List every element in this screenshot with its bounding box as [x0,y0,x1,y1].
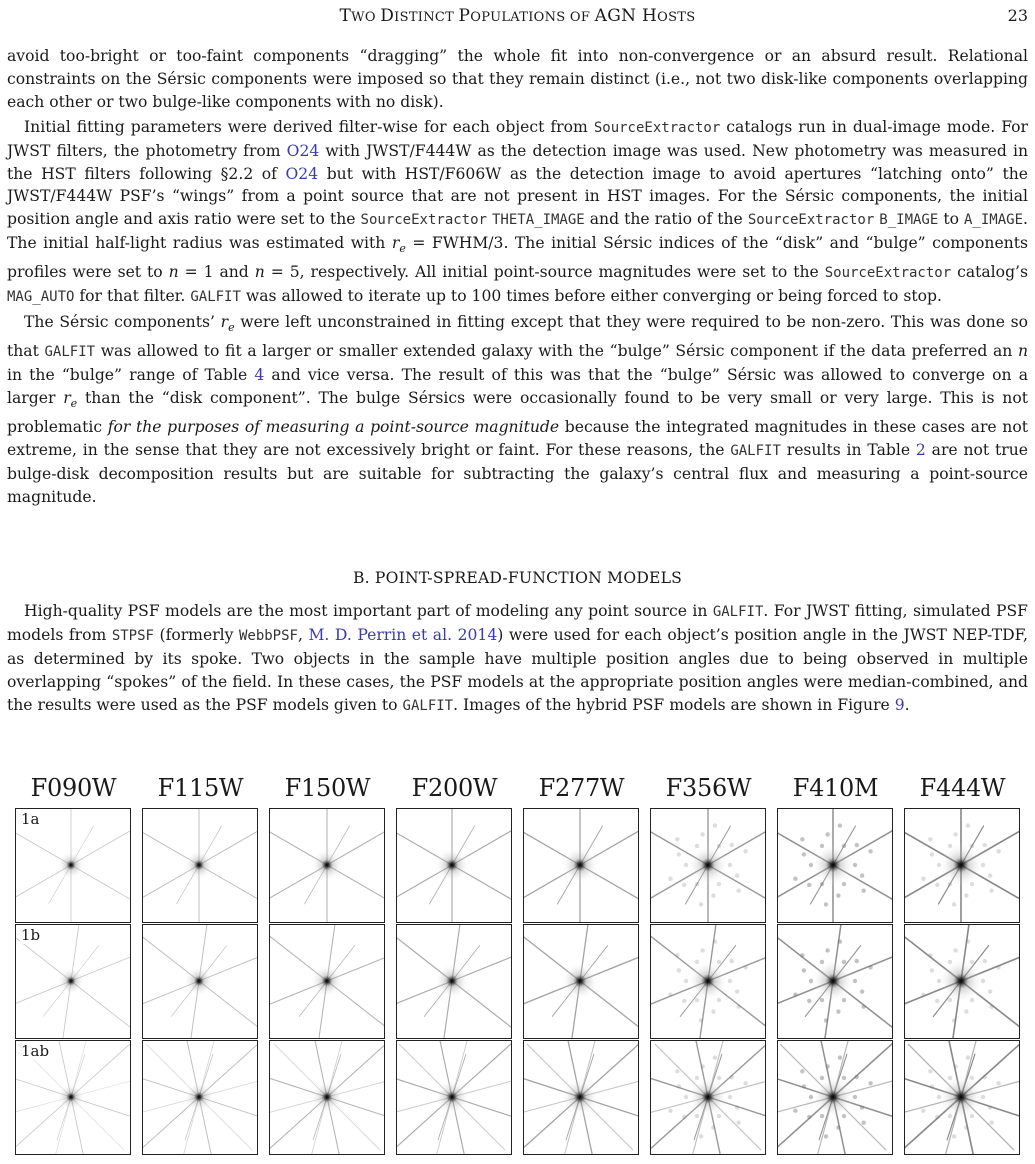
psf-speckle [952,902,956,906]
psf-speckle [861,1005,865,1009]
psf-speckle [793,876,797,880]
psf-core [184,1082,214,1112]
psf-speckle [736,1121,740,1125]
text-run: avoid too-bright or too-faint components “dragging” the whole fit into non-convergence or an absurd result. Relational constraints on the Sérsic components were imposed so that they remain distinct (i.e., not two disk-like components overlapping each other or two bulge-like components with no disk). [7,47,1028,111]
citation-link[interactable]: O24 [285,164,319,183]
psf-speckle [807,1115,811,1119]
psf-core [57,1083,85,1111]
running-title-part: ISTINCT [394,10,459,25]
psf-speckle [930,968,934,972]
psf-core [939,843,984,888]
psf-speckle [807,999,811,1003]
ital-text: n [168,263,179,282]
psf-speckle [860,873,864,877]
filter-label: F200W [411,774,498,802]
psf-speckle [675,953,679,957]
text-run: . Images of the hybrid PSF models are shown in Figure [453,695,895,714]
psf-image [651,1041,766,1155]
psf-image [524,809,639,923]
psf-speckle [793,1108,797,1112]
filter-label: F410M [792,774,879,802]
citation-link[interactable]: 4 [254,366,265,384]
psf-panel [15,808,131,923]
psf-speckle [675,1069,679,1073]
psf-core [688,961,728,1001]
psf-speckle [736,889,740,893]
psf-speckle [825,832,829,836]
psf-speckle [989,1121,993,1125]
filter-label: F150W [284,774,371,802]
psf-image [651,925,766,1039]
psf-image [524,925,639,1039]
ital-text: r [63,388,71,407]
psf-core [939,959,984,1004]
text-run: . The initial half-light radius was estimated with [7,210,1028,253]
psf-core [57,851,85,879]
text-run: to [938,210,964,229]
psf-speckle [861,889,865,893]
psf-speckle [996,965,1000,969]
psf-core [311,965,344,998]
psf-speckle [930,852,934,856]
text-run: = 1 and [178,263,255,282]
psf-speckle [921,876,925,880]
psf-image [270,1041,385,1155]
psf-speckle [700,1064,704,1068]
text-run: and vice versa. The result of this was that the “bulge” Sérsic was allowed to converge on a larger [7,366,1029,407]
psf-speckle [953,948,957,952]
paragraph [7,116,1028,309]
psf-speckle [682,999,686,1003]
psf-speckle [952,1018,956,1022]
psf-speckle [793,992,797,996]
text-run: was allowed to fit a larger or smaller extended galaxy with the “bulge” Sérsic component if the data preferred an [95,342,1018,361]
psf-speckle [713,939,717,943]
paragraph [7,311,1028,508]
ital-text: n [1017,342,1028,361]
psf-speckle [860,1105,864,1109]
running-title [0,5,1035,29]
psf-core [311,849,344,882]
psf-speckle [964,893,968,897]
psf-speckle [964,1125,968,1129]
psf-speckle [825,1064,829,1068]
psf-speckle [836,1125,840,1129]
psf-speckle [684,979,688,983]
sub-text: e [228,321,235,335]
psf-core [688,845,728,885]
object-label: 1a [21,810,40,828]
psf-panel [269,808,385,923]
psf-speckle [928,1069,932,1073]
text-run: = FWHM/3. The initial Sérsic indices of the “disk” and “bulge” components profiles were set to [7,234,1028,282]
mono-text: GALFIT [190,289,241,306]
psf-core [812,960,854,1002]
psf-speckle [700,832,704,836]
text-run: (formerly [153,625,239,644]
psf-speckle [802,852,806,856]
psf-speckle [964,1009,968,1013]
psf-panel [15,924,131,1039]
psf-speckle [868,965,872,969]
psf-speckle [988,873,992,877]
filter-label: F444W [919,774,1006,802]
psf-image [143,809,258,923]
psf-image [270,925,385,1039]
text-run: for that filter. [74,287,191,306]
psf-speckle [730,959,734,963]
psf-speckle [677,852,681,856]
psf-speckle [800,953,804,957]
text-run: results in Table [780,440,916,459]
text-run: catalog’s [951,263,1029,282]
psf-speckle [935,999,939,1003]
psf-image [397,925,512,1039]
psf-speckle [743,1081,747,1085]
filter-label: F090W [30,774,117,802]
mono-text: SourceExtractor [824,265,952,282]
psf-speckle [983,959,987,963]
citation-link[interactable]: M. D. Perrin et al. 2014 [308,625,498,644]
paragraph [7,600,1028,718]
psf-speckle [966,823,970,827]
psf-speckle [988,1105,992,1109]
mono-text: GALFIT [402,697,454,714]
psf-speckle [668,992,672,996]
psf-speckle [735,989,739,993]
sub-text: e [70,397,78,411]
ital-text: r [391,234,400,253]
running-title-part: OSTS [657,10,696,25]
psf-speckle [928,837,932,841]
psf-speckle [935,883,939,887]
filter-label: F277W [538,774,625,802]
psf-speckle [800,1069,804,1073]
psf-speckle [730,1075,734,1079]
psf-speckle [728,979,732,983]
psf-speckle [675,837,679,841]
object-label: 1b [21,926,41,944]
running-title-part: P [458,6,471,26]
psf-speckle [700,948,704,952]
running-title-part: WO [351,10,381,25]
psf-speckle [677,968,681,972]
text-run: in the “bulge” range of Table [7,366,255,384]
psf-speckle [836,893,840,897]
running-header [0,5,1035,27]
psf-panel [396,808,512,923]
psf-speckle [861,1121,865,1125]
psf-core [184,850,214,880]
psf-panel [904,924,1020,1039]
psf-speckle [921,1108,925,1112]
psf-speckle [800,837,804,841]
psf-speckle [983,1075,987,1079]
text-run: with JWST/F444W as the detection image was used. New photometry was measured in the HST filters following §2.2 of [7,141,1028,183]
psf-image [778,925,893,1039]
running-title-part: AGN H [594,6,658,26]
text-run: and the ratio of the [584,210,748,229]
psf-panel [650,1040,766,1155]
psf-speckle [928,953,932,957]
mono-text: GALFIT [730,442,781,459]
psf-speckle [935,1115,939,1119]
psf-speckle [699,1134,703,1138]
mono-text: SourceExtractor [360,212,487,229]
psf-panel [269,924,385,1039]
text-run: but with HST/F606W as the detection image to avoid apertures “latching onto” the JWST/F444W PSF’s “wings” from a point source that are not present in HST images. For the Sérsic components, the initial position angle and axis ratio were set to the [7,164,1028,229]
psf-panel [523,924,639,1039]
psf-speckle [677,1084,681,1088]
psf-speckle [836,1009,840,1013]
psf-speckle [713,1055,717,1059]
psf-image [397,1041,512,1155]
psf-panel [523,1040,639,1155]
psf-panel [650,924,766,1039]
psf-image [651,809,766,923]
psf-panel [650,808,766,923]
psf-speckle [743,849,747,853]
text-run: High-quality PSF models are the most important part of modeling any point source in [24,602,713,620]
running-title-part: OPULATIONS OF [470,10,595,25]
psf-core [57,967,85,995]
body-text-lower [7,600,1028,718]
psf-image [905,1041,1020,1155]
psf-image [143,1041,258,1155]
psf-panel [142,924,258,1039]
psf-core [812,1076,854,1118]
mono-text: MAG_AUTO [7,289,75,306]
psf-speckle [711,893,715,897]
psf-speckle [838,1055,842,1059]
psf-image [778,809,893,923]
running-title-part: D [380,6,395,26]
psf-speckle [699,1018,703,1022]
psf-core [561,846,599,884]
psf-speckle [930,1084,934,1088]
running-title-part: T [339,6,352,26]
psf-speckle [735,1105,739,1109]
mono-text: THETA_IMAGE [492,212,585,229]
psf-speckle [682,883,686,887]
psf-speckle [966,1055,970,1059]
ital-text: n [254,263,265,282]
mono-text: B_IMAGE [879,212,939,229]
psf-speckle [711,1009,715,1013]
text-run: The Sérsic components’ [24,313,221,332]
psf-speckle [989,889,993,893]
psf-panel [523,808,639,923]
citation-link[interactable]: 2 [915,440,926,459]
psf-speckle [699,902,703,906]
ital-text: r [220,313,229,332]
paragraph [7,45,1028,114]
object-label: 1ab [21,1042,50,1060]
psf-panel [777,924,893,1039]
psf-speckle [807,883,811,887]
text-run: catalogs run in dual-image mode. For JWST filters, the photometry from [7,117,1029,160]
psf-speckle [713,823,717,827]
psf-speckle [988,989,992,993]
psf-speckle [989,1005,993,1009]
mono-text: SourceExtractor [593,119,721,136]
text-run: = 5, respectively. All initial point-source magnitudes were set to the [264,263,825,282]
psf-speckle [711,1125,715,1129]
psf-speckle [996,849,1000,853]
ital-text: for the purposes of measuring a point-source magnitude [107,417,560,436]
psf-core [939,1075,984,1120]
psf-speckle [953,832,957,836]
psf-speckle [952,1134,956,1138]
psf-panel [15,1040,131,1155]
psf-speckle [855,959,859,963]
page-number: 23 [1007,6,1028,25]
psf-speckle [983,843,987,847]
psf-speckle [668,1108,672,1112]
psf-image [524,1041,639,1155]
psf-speckle [860,989,864,993]
psf-speckle [824,1134,828,1138]
psf-speckle [728,863,732,867]
psf-image [397,809,512,923]
psf-panel [396,1040,512,1155]
psf-speckle [868,1081,872,1085]
psf-panel [904,1040,1020,1155]
text-run: than the “disk component”. The bulge Sérsics were occasionally found to be very small or very large. This is not problematic [7,388,1028,436]
mono-text: GALFIT [712,604,764,620]
psf-speckle [921,992,925,996]
text-run: were left unconstrained in fitting except that they were required to be non-zero. This was done so that [7,313,1029,361]
psf-core [812,844,854,886]
psf-panel [269,1040,385,1155]
citation-link[interactable]: O24 [286,141,320,160]
psf-panel [777,1040,893,1155]
psf-image [143,925,258,1039]
psf-speckle [838,939,842,943]
psf-speckle [824,1018,828,1022]
section-heading: B. POINT-SPREAD-FUNCTION MODELS [352,569,683,587]
text-run: ) were used for each object’s position angle in the JWST NEP-TDF, as determined by its spoke. Two objects in the sample have multiple position angles due to being observed in multiple overlapping “spokes” of the field. In these cases, the PSF models at the appropriate position angles were median-combined, and the results were used as the PSF models given to [7,625,1028,714]
text-run: are not true bulge-disk decomposition results but are suitable for subtracting the galaxy’s central flux and measuring a point-source magnitude. [7,440,1028,506]
psf-core [561,1078,599,1116]
text-run: . For JWST fitting, simulated PSF models from [7,602,1028,644]
psf-speckle [682,1115,686,1119]
psf-speckle [684,1095,688,1099]
psf-image [778,1041,893,1155]
psf-panel [777,808,893,923]
psf-image [905,809,1020,923]
psf-core [184,966,214,996]
psf-speckle [735,873,739,877]
mono-text: WebbPSF [238,627,298,644]
psf-speckle [855,843,859,847]
psf-core [311,1081,344,1114]
mono-text: GALFIT [44,344,96,361]
psf-core [434,1079,469,1114]
psf-speckle [668,876,672,880]
psf-core [434,847,469,882]
psf-panel [396,924,512,1039]
mono-text: STPSF [111,627,154,644]
text-run: because the integrated magnitudes in these cases are not extreme, in the sense that they are not excessively bright or faint. For these reasons, the [7,417,1028,459]
sub-text: e [399,242,406,256]
citation-link[interactable]: 9 [894,695,905,714]
text-run: was allowed to iterate up to 100 times before either converging or being forced to stop. [240,287,942,306]
filter-label: F356W [665,774,752,802]
psf-speckle [802,1084,806,1088]
psf-panel [904,808,1020,923]
psf-speckle [855,1075,859,1079]
psf-speckle [838,823,842,827]
text-run: . [904,695,910,714]
psf-speckle [802,968,806,972]
psf-image [270,809,385,923]
psf-speckle [736,1005,740,1009]
psf-core [561,962,599,1000]
psf-image [905,925,1020,1039]
mono-text: SourceExtractor [747,212,875,229]
psf-speckle [953,1064,957,1068]
psf-panel [142,1040,258,1155]
text-run: Initial fitting parameters were derived filter-wise for each object from [24,117,594,136]
body-text-upper [7,45,1028,511]
psf-speckle [730,843,734,847]
psf-speckle [996,1081,1000,1085]
psf-speckle [743,965,747,969]
psf-core [434,963,469,998]
text-run: , [297,625,309,644]
psf-core [688,1077,728,1117]
mono-text: A_IMAGE [964,212,1024,229]
psf-speckle [824,902,828,906]
psf-speckle [684,863,688,867]
filter-label: F115W [157,774,244,802]
psf-panel [142,808,258,923]
psf-speckle [966,939,970,943]
psf-figure [0,773,1035,1164]
psf-speckle [868,849,872,853]
psf-speckle [728,1095,732,1099]
psf-speckle [825,948,829,952]
